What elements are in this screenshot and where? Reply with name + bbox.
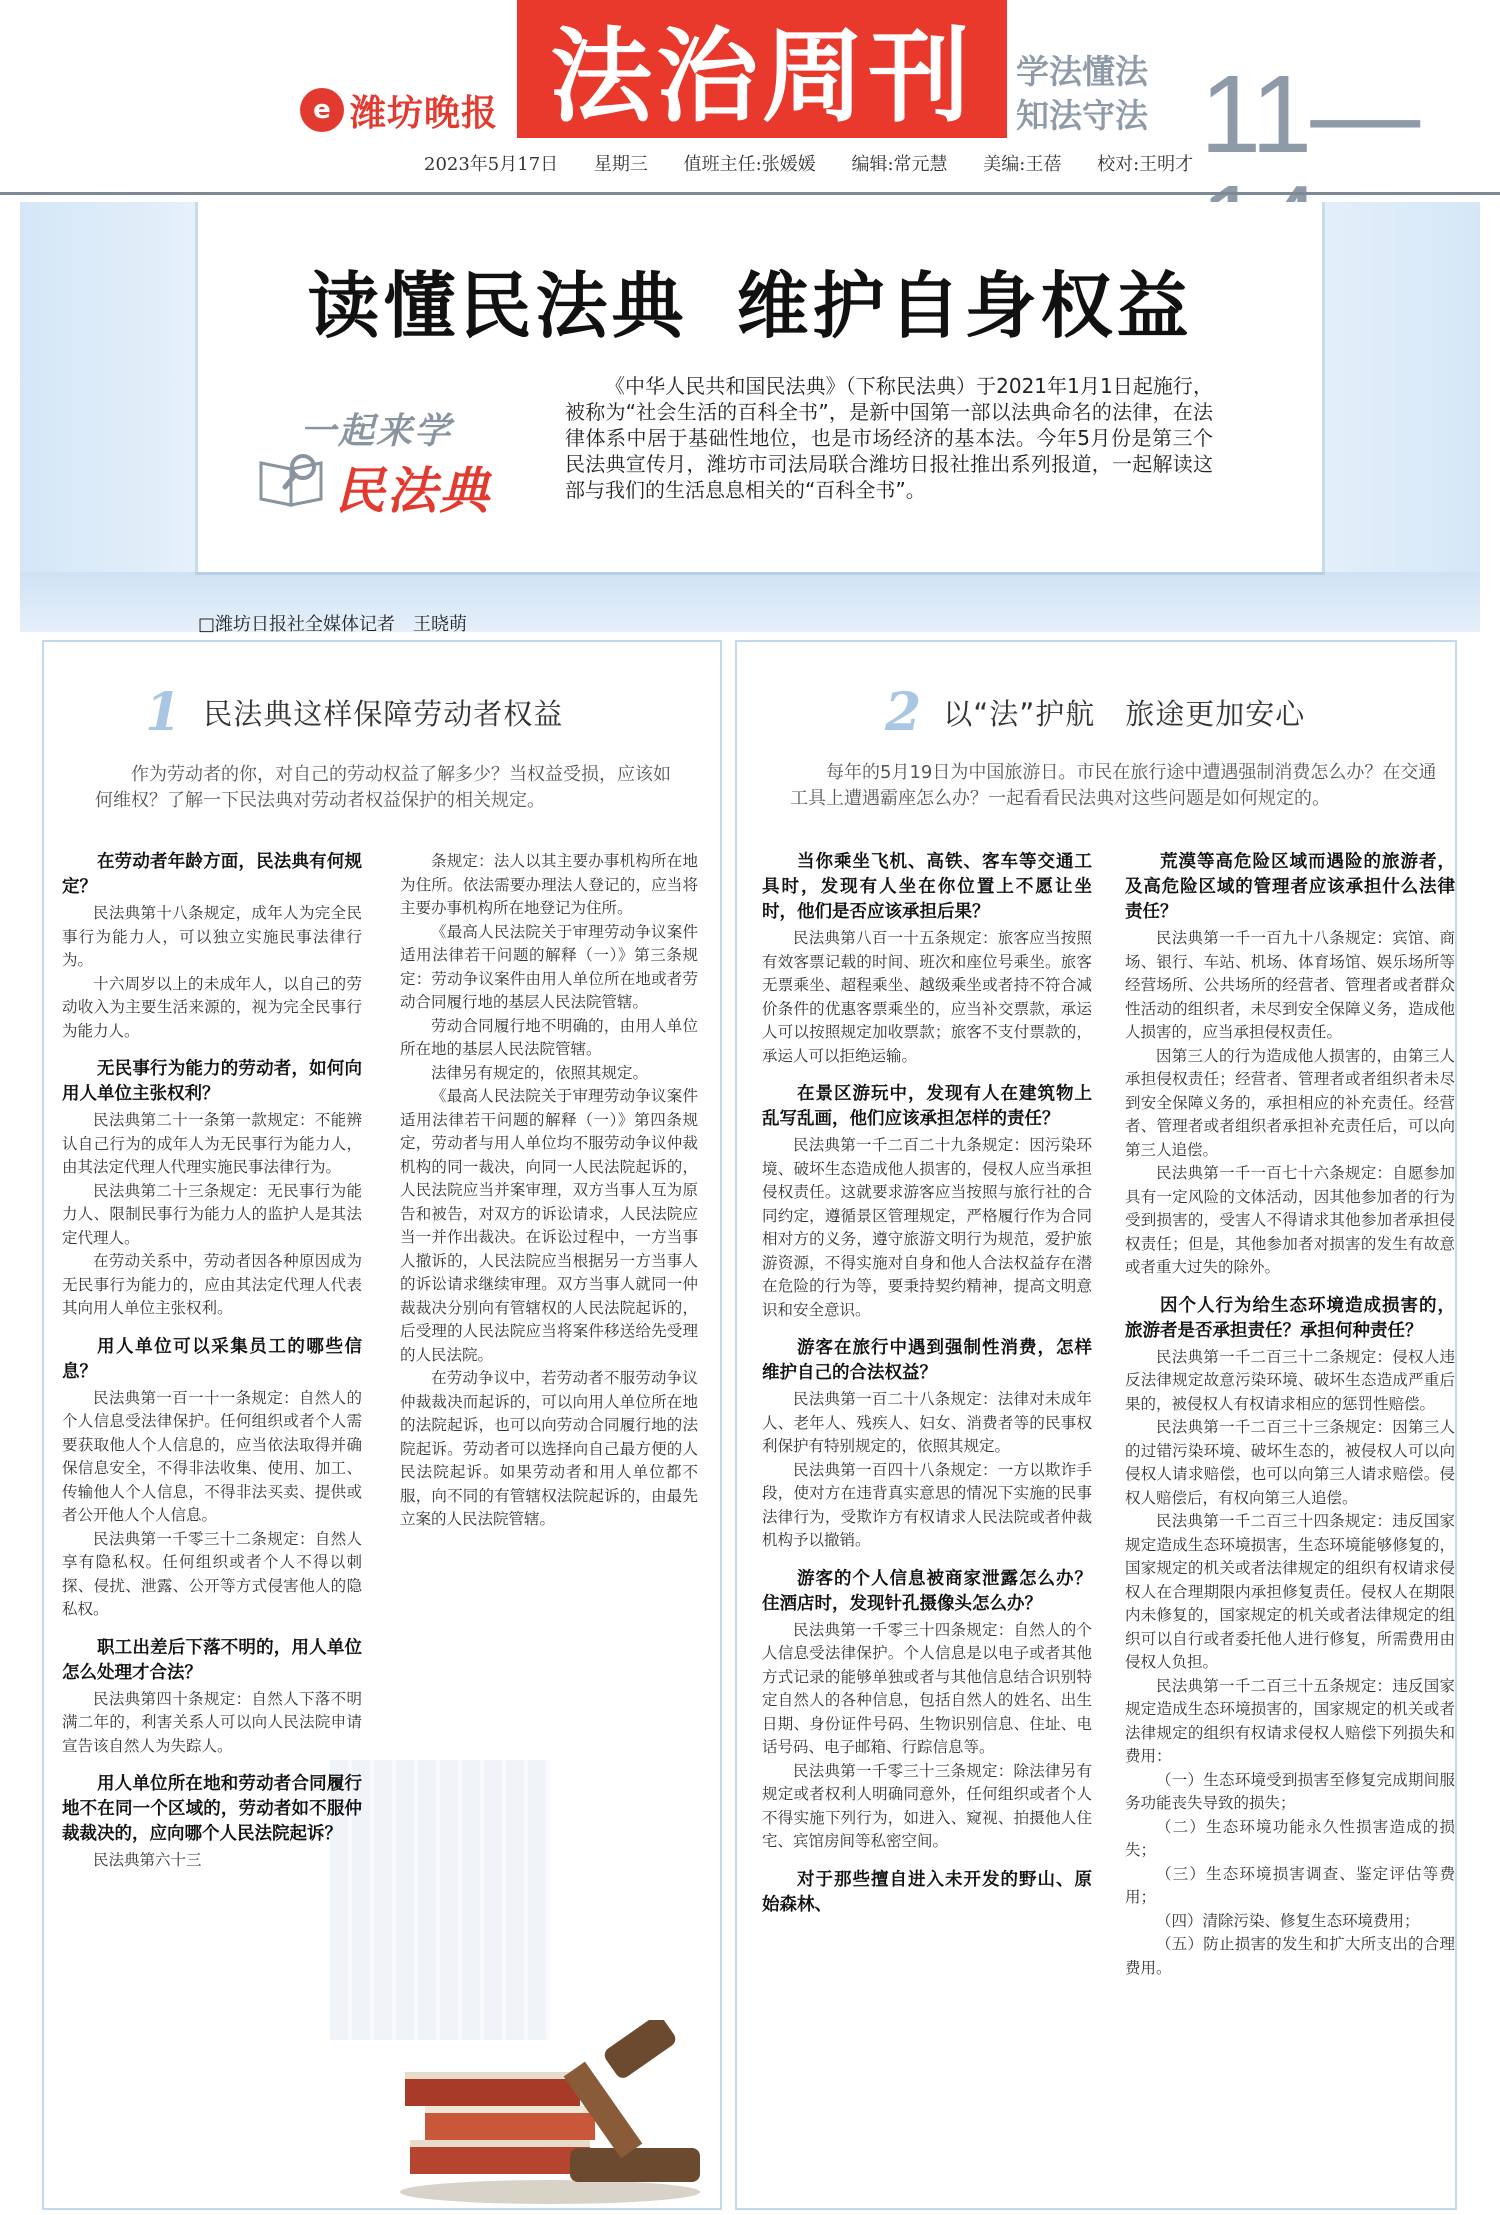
answer-paragraph: （三）生态环境损害调查、鉴定评估等费用； [1125, 1864, 1455, 1906]
masthead [0, 0, 1500, 190]
paper-name: 潍坊晚报 [350, 92, 499, 134]
answer-paragraph: 十六周岁以上的未成年人，以自己的劳动收入为主要生活来源的，视为完全民事行为能力人。 [62, 974, 362, 1040]
answer-paragraph: 民法典第一千一百九十八条规定：宾馆、商场、银行、车站、机场、体育场馆、娱乐场所等经营场所、公共场所的经营者、管理者或者群众性活动的组织者，未尽到安全保障义务，造成他人损害的，应当承担侵权责任。 [1125, 929, 1455, 1041]
answer-paragraph: 条规定：法人以其主要办事机构所在地为住所。依法需要办理法人登记的，应当将主要办事机构所在地登记为住所。 [400, 852, 698, 917]
feature-headline: 读懂民法典 维护自身权益 [307, 264, 1193, 348]
answer-paragraph: 民法典第一千一百七十六条规定：自愿参加具有一定风险的文体活动，因其他参加者的行为受到损害的，受害人不得请求其他参加者承担侵权责任；但是，其他参加者对损害的发生有故意或者重大过失的除外。 [1125, 1164, 1455, 1276]
answer-paragraph: 民法典第二十三条规定：无民事行为能力人、限制民事行为能力人的监护人是其法定代理人。 [62, 1181, 362, 1247]
issue-weekday: 星期三 [593, 154, 648, 175]
proofreader: 校对:王明才 [1097, 154, 1194, 175]
section-2-header [885, 682, 1305, 743]
answer-paragraph: 法律另有规定的，依照其规定。 [431, 1063, 649, 1082]
editor: 编辑:常元慧 [851, 154, 948, 175]
slogan-line-1: 学法懂法 [1016, 52, 1148, 91]
logo-icon: e [300, 88, 344, 132]
answer-paragraph: 劳动合同履行地不明确的，由用人单位所在地的基层人民法院管辖。 [400, 1016, 698, 1058]
answer-paragraph: 民法典第一百一十一条规定：自然人的个人信息受法律保护。任何组织或者个人需要获取他人个人信息的，应当依法取得并确保信息安全，不得非法收集、使用、加工、传输他人个人信息，不得非法买卖、提供或者公开他人个人信息。 [62, 1388, 362, 1524]
badge-top-text: 一起来学 [300, 411, 453, 452]
book-magnifier-icon [255, 449, 335, 513]
answer-paragraph: 民法典第一千二百三十四条规定：违反国家规定造成生态环境损害，生态环境能够修复的，国家规定的机关或者法律规定的组织有权请求侵权人在合理期限内承担修复责任。侵权人在期限内未修复的，国家规定的机关或者法律规定的组织可以自行或者委托他人进行修复，所需费用由侵权人负担。 [1125, 1512, 1455, 1671]
answer-paragraph: 民法典第八百一十五条规定：旅客应当按照有效客票记载的时间、班次和座位号乘坐。旅客无票乘坐、超程乘坐、越级乘坐或者持不符合减价条件的优惠客票乘坐的，应当补交票款，承运人可以按照规定加收票款；旅客不支付票款的，承运人可以拒绝运输。 [762, 929, 1092, 1065]
answer-paragraph: 民法典第一千二百三十二条规定：侵权人违反法律规定故意污染环境、破坏生态造成严重后果的，被侵权人有权请求相应的惩罚性赔偿。 [1125, 1347, 1455, 1413]
section-2-title: 以“法”护航 旅途更加安心 [943, 697, 1306, 731]
question-heading: 在劳动者年龄方面，民法典有何规定？ [62, 852, 362, 897]
slogan-line-2: 知法守法 [1016, 96, 1148, 135]
answer-paragraph: （二）生态环境功能永久性损害造成的损失； [1125, 1817, 1455, 1859]
section-title: 法治周刊 [517, 0, 1007, 138]
answer-paragraph: 民法典第一千二百二十九条规定：因污染环境、破坏生态造成他人损害的，侵权人应当承担侵权责任。这就要求游客应当按照与旅行社的合同约定，遵循景区管理规定，严格履行作为合同相对方的义务，遵守旅游文明行为规范，爱护旅游资源，不得实施对自身和他人合法权益存在潜在危险的行为等，要秉持契约精神，提高文明意识和安全意识。 [762, 1136, 1092, 1319]
answer-paragraph: 在劳动关系中，劳动者因各种原因成为无民事行为能力的，应由其法定代理人代表其向用人单位主张权利。 [62, 1252, 362, 1317]
question-heading: 当你乘坐飞机、高铁、客车等交通工具时，发现有人坐在你位置上不愿让坐时，他们是否应该承担后果？ [762, 852, 1092, 922]
byline: □潍坊日报社全媒体记者 王晓萌 [198, 614, 468, 635]
answer-paragraph: 因第三人的行为造成他人损害的，由第三人承担侵权责任；经营者、管理者或者组织者未尽到安全保障义务的，承担相应的补充责任。经营者、管理者或者组织者承担补充责任后，可以向第三人追偿。 [1125, 1046, 1455, 1159]
section-1-column-b [400, 850, 698, 1532]
question-heading: 荒漠等高危险区域而遇险的旅游者，及高危险区域的管理者应该承担什么法律责任？ [1125, 852, 1455, 922]
answer-paragraph: 民法典第一百二十八条规定：法律对未成年人、老年人、残疾人、妇女、消费者等的民事权利保护有特别规定的，依照其规定。 [762, 1390, 1092, 1455]
answer-paragraph: 民法典第一千零三十二条规定：自然人享有隐私权。任何组织或者个人不得以刺探、侵扰、泄露、公开等方式侵害他人的隐私权。 [62, 1529, 362, 1618]
answer-paragraph: 民法典第二十一条第一款规定：不能辨认自己行为的成年人为无民事行为能力人，由其法定代理人代理实施民事法律行为。 [62, 1111, 362, 1176]
answer-paragraph: 民法典第一百四十八条规定：一方以欺诈手段，使对方在违背真实意思的情况下实施的民事法律行为，受欺诈方有权请求人民法院或者仲裁机构予以撤销。 [762, 1460, 1092, 1549]
page-range: 11— [1200, 53, 1419, 176]
question-heading: 在景区游玩中，发现有人在建筑物上乱写乱画，他们应该承担怎样的责任？ [762, 1084, 1092, 1129]
section-1-column-a [62, 850, 362, 1873]
answer-paragraph: 民法典第六十三 [93, 1851, 202, 1869]
answer-paragraph: 民法典第一千二百三十五条规定：违反国家规定造成生态环境损害的，国家规定的机关或者法律规定的组织有权请求侵权人赔偿下列损失和费用： [1125, 1676, 1455, 1765]
section-2-column-a [762, 850, 1092, 1920]
building-illustration [330, 1760, 550, 2040]
question-heading: 游客的个人信息被商家泄露怎么办？住酒店时，发现针孔摄像头怎么办？ [762, 1568, 1092, 1614]
answer-paragraph: 在劳动争议中，若劳动者不服劳动争议仲裁裁决而起诉的，可以向用人单位所在地的法院起诉，也可以向劳动合同履行地的法院起诉。劳动者可以选择向自己最方便的人民法院起诉。如果劳动者和用人单位都不服，向不同的有管辖权法院起诉的，由最先立案的人民法院管辖。 [400, 1369, 698, 1528]
question-heading: 用人单位所在地和劳动者合同履行地不在同一个区域的，劳动者如不服仲裁裁决的，应向哪个人民法院起诉？ [62, 1774, 362, 1844]
question-heading: 用人单位可以采集员工的哪些信息？ [62, 1336, 362, 1382]
section-1-title: 民法典这样保障劳动者权益 [203, 697, 564, 731]
question-heading: 对于那些擅自进入未开发的野山、原始森林、 [762, 1869, 1092, 1915]
answer-paragraph: （四）清除污染、修复生态环境费用； [1156, 1911, 1420, 1930]
question-heading: 无民事行为能力的劳动者，如何向用人单位主张权利？ [62, 1059, 362, 1104]
question-heading: 因个人行为给生态环境造成损害的，旅游者是否承担责任？承担何种责任？ [1125, 1295, 1455, 1341]
badge-bottom-text: 民法典 [335, 462, 491, 520]
section-1-lead: 作为劳动者的你，对自己的劳动权益了解多少？当权益受损，应该如何维权？了解一下民法典对劳动者权益保护的相关规定。 [95, 764, 671, 811]
series-badge [255, 403, 525, 523]
answer-paragraph: 《最高人民法院关于审理劳动争议案件适用法律若干问题的解释（一）》第四条规定，劳动者与用人单位均不服劳动争议仲裁机构的同一裁决，向同一人民法院起诉的，人民法院应当并案审理，双方当事人互为原告和被告，对双方的诉讼请求，人民法院应当一并作出裁决。在诉讼过程中，一方当事人撤诉的，人民法院应当根据另一方当事人的诉讼请求继续审理。双方当事人就同一仲裁裁决分别向有管辖权的人民法院起诉的，后受理的人民法院应当将案件移送给先受理的人民法院。 [400, 1087, 698, 1364]
feature-intro: 《中华人民共和国民法典》（下称民法典）于2021年1月1日起施行，被称为“社会生活的百科全书”，是新中国第一部以法典命名的法律，在法律体系中居于基础性地位，也是市场经济的基本法。今年5月份是第三个民法典宣传月，潍坊市司法局联合潍坊日报社推出系列报道，一起解读这部与我们的生活息息相关的“百科全书”。 [565, 374, 1213, 502]
law-books-gavel-icon [390, 2020, 720, 2210]
masthead-divider [0, 192, 1500, 195]
header-floor-edge [195, 572, 1325, 575]
section-1-number: 1 [145, 682, 182, 743]
paper-logo [300, 85, 498, 135]
section-1-header [145, 682, 563, 743]
section-2-column-b [1125, 850, 1455, 1980]
dateline [424, 150, 1219, 176]
question-heading: 职工出差后下落不明的，用人单位怎么处理才合法？ [62, 1637, 362, 1683]
answer-paragraph: 《最高人民法院关于审理劳动争议案件适用法律若干问题的解释（一）》第三条规定：劳动争议案件由用人单位所在地或者劳动合同履行地的基层人民法院管辖。 [400, 922, 698, 1011]
duty-editor: 值班主任:张媛媛 [683, 154, 816, 175]
answer-paragraph: 民法典第一千零三十四条规定：自然人的个人信息受法律保护。个人信息是以电子或者其他方式记录的能够单独或者与其他信息结合识别特定自然人的各种信息，包括自然人的姓名、出生日期、身份证件号码、生物识别信息、住址、电话号码、电子邮箱、行踪信息等。 [762, 1620, 1092, 1756]
answer-paragraph: （五）防止损害的发生和扩大所支出的合理费用。 [1125, 1935, 1455, 1977]
art-editor: 美编:王蓓 [983, 154, 1062, 175]
section-2-lead: 每年的5月19日为中国旅游日。市民在旅行途中遭遇强制消费怎么办？在交通工具上遭遇霸座怎么办？一起看看民法典对这些问题是如何规定的。 [790, 762, 1437, 809]
section-2-number: 2 [885, 682, 922, 743]
question-heading: 游客在旅行中遇到强制性消费，怎样维护自己的合法权益？ [762, 1338, 1092, 1383]
answer-paragraph: 民法典第四十条规定：自然人下落不明满二年的，利害关系人可以向人民法院申请宣告该自然人为失踪人。 [62, 1689, 362, 1755]
answer-paragraph: 民法典第一千二百三十三条规定：因第三人的过错污染环境、破坏生态的，被侵权人可以向侵权人请求赔偿，也可以向第三人请求赔偿。侵权人赔偿后，有权向第三人追偿。 [1125, 1418, 1455, 1507]
slogan [1016, 50, 1148, 138]
answer-paragraph: 民法典第十八条规定，成年人为完全民事行为能力人，可以独立实施民事法律行为。 [62, 904, 362, 969]
issue-date: 2023年5月17日 [424, 154, 559, 175]
answer-paragraph: （一）生态环境受到损害至修复完成期间服务功能丧失导致的损失； [1125, 1770, 1455, 1812]
answer-paragraph: 民法典第一千零三十三条规定：除法律另有规定或者权利人明确同意外，任何组织或者个人不得实施下列行为，如进入、窥视、拍摄他人住宅、宾馆房间等私密空间。 [762, 1761, 1092, 1850]
